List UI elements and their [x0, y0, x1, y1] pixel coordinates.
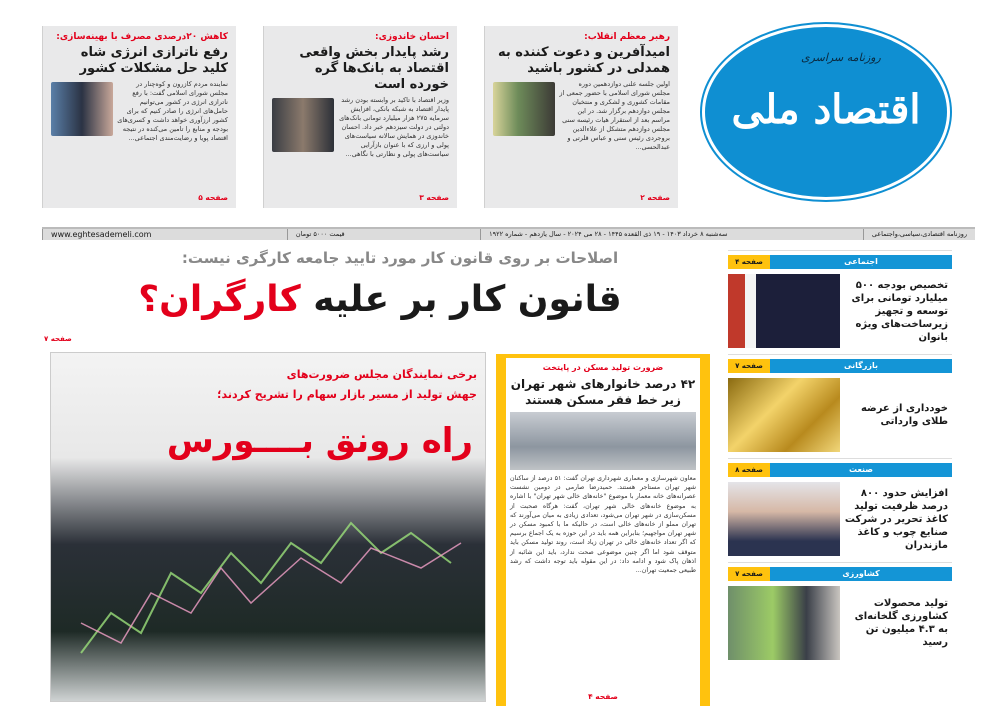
top-story-leader[interactable] [484, 26, 678, 208]
logo-subtitle: روزنامه سراسری [801, 51, 881, 64]
story-body: اولین جلسه علنی دوازدهمین دوره مجلس شورای اسلامی با حضور جمعی از مقامات کشوری و لشکری و منتخبان مجلس دوازدهم برگزار شد. در این مراسم بعد از استقرار هیات رئیسه سنی مجلس دوازدهم متشکل از علاءالدین بروجردی رئیس سنی و عباس قلرتی و عبدالحسی... [559, 80, 670, 151]
top-story-economy[interactable] [263, 26, 457, 208]
page-ref[interactable]: صفحه ۳ [419, 193, 449, 202]
housing-headline[interactable]: ۴۲ درصد خانوارهای شهر تهران زیر خط فقر مسکن هستند [510, 377, 696, 407]
top-story-energy[interactable] [42, 26, 236, 208]
headline-black: قانون کار بر علیه [300, 279, 622, 320]
sections-column [728, 250, 952, 666]
section-photo [728, 274, 840, 348]
section-title: کشاورزی [770, 567, 952, 581]
section-headline[interactable]: افزایش حدود ۸۰۰ درصد ظرفیت تولید کاغذ تحریر در شرکت صنایع چوب و کاغذ مازندران [844, 487, 948, 551]
bourse-story[interactable] [50, 352, 486, 702]
page-ref[interactable]: صفحه ۷ [728, 359, 770, 373]
page-ref[interactable]: صفحه ۷ [728, 567, 770, 581]
story-photo [51, 82, 113, 136]
section-title: بازرگانی [770, 359, 952, 373]
section-photo [728, 482, 840, 556]
story-headline[interactable]: امیدآفرین و دعوت کننده به همدلی در کشور باشید [497, 45, 670, 76]
masthead-logo[interactable] [702, 24, 950, 200]
lead-headline[interactable] [60, 276, 700, 324]
headline-red: کارگران؟ [138, 279, 301, 320]
lead-kicker: اصلاحات بر روی قانون کار مورد تایید جامعه کارگری نیست: [181, 249, 619, 267]
page-ref[interactable]: صفحه ۸ [728, 463, 770, 477]
story-kicker: رهبر معظم انقلاب: [584, 32, 670, 42]
story-body: نماینده مردم کازرون و کوه‌چنار در مجلس شورای اسلامی گفت: با رفع ناترازی انرژی در کشور می‌توانیم حامل‌های انرژی را صادر کنیم که برای کشور ارزآوری خواهد داشت و کسری‌های بودجه و منابع را تامین می‌کنده در نتیجه اقتصاد پویا و رضایت‌مندی اجتماعی... [117, 80, 228, 142]
story-headline[interactable]: رفع ناترازی انرژی شاه کلید حل مشکلات کشور [79, 45, 228, 76]
price: قیمت ۵۰۰۰ تومان [287, 229, 353, 240]
story-body: وزیر اقتصاد با تاکید بر وابسته بودن رشد پایدار اقتصاد به شبکه بانکی، افزایش سرمایه ۲۷۵ هزار میلیارد تومانی بانک‌های دولتی در دولت سیزدهم خبر داد. احسان خاندوزی در همایش سالانه سیاست‌های پولی و ارزی که با عنوان بازآرایی سیاست‌های پولی و نظارتی با نگاهی... [339, 96, 449, 158]
section-commerce[interactable] [728, 354, 952, 452]
lead-page-ref[interactable]: صفحه ۷ [44, 335, 72, 343]
section-title: اجتماعی [770, 255, 952, 269]
page-ref[interactable]: صفحه ۴ [728, 255, 770, 269]
housing-kicker: ضرورت تولید مسکن در پایتخت [542, 363, 664, 372]
section-headline[interactable]: تخصیص بودجه ۵۰۰ میلیارد تومانی برای توسعه و تجهیز زیرساخت‌های ویژه بانوان [851, 279, 948, 343]
section-headline[interactable]: تولید محصولات کشاورزی گلخانه‌ای به ۴.۳ میلیون تن رسید [854, 598, 948, 648]
page-ref[interactable]: صفحه ۴ [588, 692, 618, 701]
greenhouse-photo [728, 586, 840, 660]
section-agriculture[interactable] [728, 562, 952, 660]
section-headline[interactable]: خودداری از عرضه طلای وارداتی [860, 403, 948, 427]
section-industry[interactable] [728, 458, 952, 556]
housing-body: معاون شهرسازی و معماری شهرداری تهران گفت: ۵۱ درصد از ساکنان شهر تهران مستاجر هستند. حمیدرضا صارمی در دومین نشست عصرانه‌های خانه معمار با موضوع "خانه‌های خالی شهر تهران" با اشاره به موضوع خانه‌های خالی شهر تهران، گفت: هرگاه صحبت از مسکن‌سازی در شهر تهران می‌شود، تعدادی زیادی به میان می‌آورند که تهران مملو از خانه‌های خالی است، در حالیکه ما با کمبود مسکن در شهر تهران مواجهیم؛ بنابراین همه باید در این حوزه به یک اجماع برسیم که اگر تعداد خانه‌های خالی در تهران زیاد است، روند تولید مسکن باید متوقف شود اما اگر چنین موضوعی صحت ندارد، باید این شائبه از اذهان پاک شود و ادامه داد: در این مقوله باید توجه داشت که رشد طبیعی جمعیت تهران... [510, 475, 696, 575]
paper-type: روزنامه اقتصادی،سیاسی،واجتماعی [863, 229, 975, 240]
gold-bars-photo [728, 378, 840, 452]
bourse-headline[interactable]: راه رونق بــــورس [166, 421, 473, 461]
logo-title: اقتصاد ملی [731, 86, 921, 133]
story-photo [493, 82, 555, 136]
story-kicker: احسان خاندوزی: [375, 32, 449, 42]
bourse-kicker-2: جهش تولید از مسیر بازار سهام را تشریح کردند؛ [217, 388, 477, 401]
section-social[interactable] [728, 250, 952, 348]
issue-date: سه‌شنبه ۸ خرداد ۱۴۰۳ - ۱۹ ذی القعده ۱۴۴۵ - ۲۸ می ۲۰۲۴ - سال یازدهم - شماره ۱۹۲۲ [480, 229, 735, 240]
story-kicker: کاهش ۲۰درصدی مصرف با بهینه‌سازی: [56, 32, 228, 42]
website-link[interactable]: www.eghtesademeli.com [42, 229, 159, 240]
info-strip [42, 227, 975, 240]
story-photo [272, 98, 334, 152]
tehran-buildings-photo [510, 412, 696, 470]
bourse-kicker-1: برخی نمایندگان مجلس ضرورت‌های [286, 368, 477, 381]
chart-line-pink [81, 543, 461, 643]
section-title: صنعت [770, 463, 952, 477]
stock-chart-photo [51, 353, 486, 702]
chart-line-green [81, 523, 451, 653]
story-headline[interactable]: رشد پایدار بخش واقعی اقتصاد به بانک‌ها گره خورده است [299, 45, 449, 92]
page-ref[interactable]: صفحه ۲ [640, 193, 670, 202]
page-ref[interactable]: صفحه ۵ [198, 193, 228, 202]
housing-story[interactable] [496, 354, 710, 706]
